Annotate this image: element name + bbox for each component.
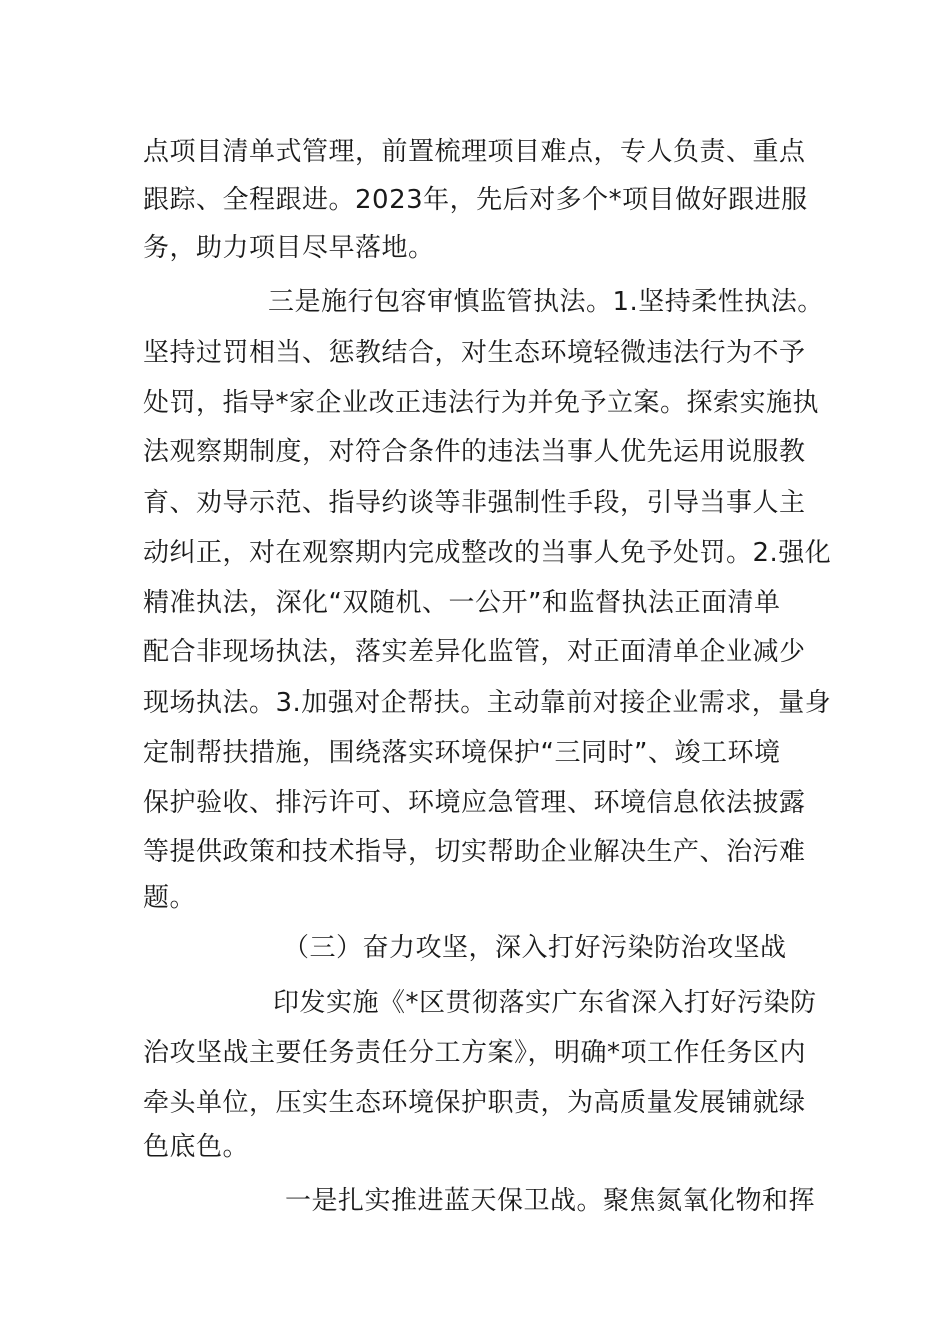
paragraph-line: 色底色。: [143, 1132, 250, 1162]
section-heading: （三）奋力攻坚，深入打好污染防治攻坚战: [283, 933, 787, 963]
paragraph-line: 坚持过罚相当、惩教结合，对生态环境轻微违法行为不予: [143, 338, 806, 368]
paragraph-line: 务，助力项目尽早落地。: [143, 233, 435, 263]
paragraph-line: 印发实施《*区贯彻落实广东省深入打好污染防: [273, 988, 817, 1018]
paragraph-line: 法观察期制度，对符合条件的违法当事人优先运用说服教: [143, 437, 806, 467]
paragraph-line: 跟踪、全程跟进。2023年，先后对多个*项目做好跟进服: [143, 185, 808, 215]
paragraph-line: 保护验收、排污许可、环境应急管理、环境信息依法披露: [143, 788, 806, 818]
paragraph-line: 育、劝导示范、指导约谈等非强制性手段，引导当事人主: [143, 488, 806, 518]
paragraph-line: 点项目清单式管理，前置梳理项目难点，专人负责、重点: [143, 137, 806, 167]
paragraph-line: 题。: [143, 883, 197, 913]
paragraph-line: 动纠正，对在观察期内完成整改的当事人免予处罚。2.强化: [143, 538, 832, 568]
paragraph-line: 等提供政策和技术指导，切实帮助企业解决生产、治污难: [143, 837, 806, 867]
paragraph-line: 三是施行包容审慎监管执法。1.坚持柔性执法。: [268, 287, 824, 317]
paragraph-line: 处罚，指导*家企业改正违法行为并免予立案。探索实施执: [143, 388, 820, 418]
paragraph-line: 现场执法。3.加强对企帮扶。主动靠前对接企业需求，量身: [143, 688, 832, 718]
paragraph-line: 一是扎实推进蓝天保卫战。聚焦氮氧化物和挥: [285, 1186, 816, 1216]
paragraph-line: 配合非现场执法，落实差异化监管，对正面清单企业减少: [143, 637, 806, 667]
paragraph-line: 治攻坚战主要任务责任分工方案》，明确*项工作任务区内: [143, 1038, 807, 1068]
paragraph-line: 精准执法，深化“双随机、一公开”和监督执法正面清单: [143, 588, 781, 618]
paragraph-line: 定制帮扶措施，围绕落实环境保护“三同时”、竣工环境: [143, 738, 781, 768]
paragraph-line: 牵头单位，压实生态环境保护职责，为高质量发展铺就绿: [143, 1088, 806, 1118]
